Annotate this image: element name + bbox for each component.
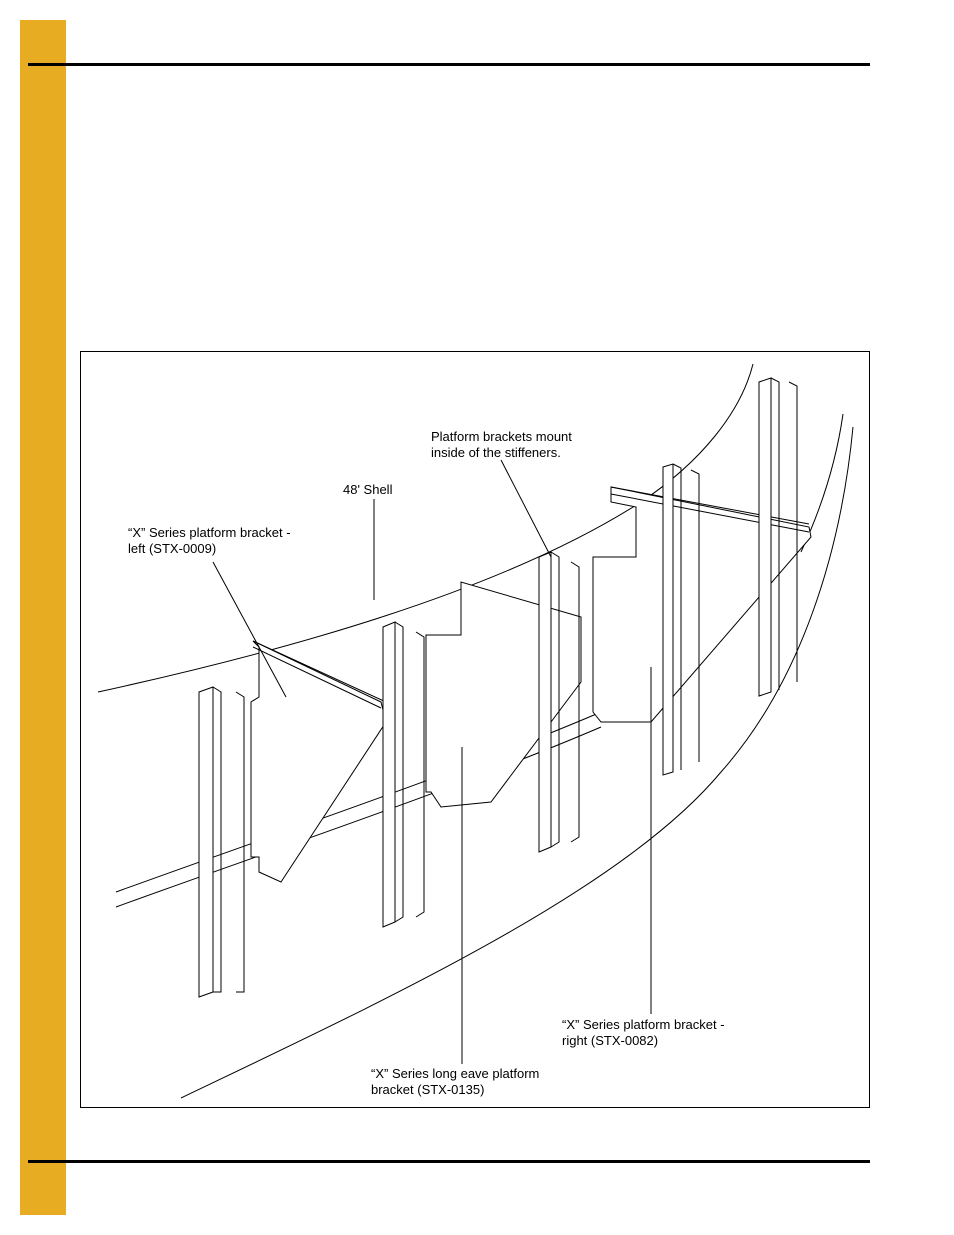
- stiffener-1: [199, 687, 244, 997]
- left-bracket: [251, 641, 386, 882]
- stiffeners-note-label: Platform brackets mount inside of the stiffeners.: [431, 429, 572, 460]
- assembly-drawing: [81, 352, 870, 1108]
- right-bracket: [593, 487, 811, 722]
- stiffener-3: [539, 552, 579, 852]
- stiffener-note-leader: [501, 460, 551, 557]
- long-eave-bracket-label: “X” Series long eave platform bracket (STX-0135): [371, 1066, 540, 1097]
- header-rule: [28, 63, 870, 66]
- long-eave-bracket: [426, 582, 581, 807]
- stiffener-2: [383, 622, 424, 927]
- left-bracket-leader: [213, 562, 286, 697]
- footer-rule: [28, 1160, 870, 1163]
- bracket-assembly-figure: [80, 351, 870, 1108]
- left-bracket-label: “X” Series platform bracket - left (STX-0009): [128, 525, 291, 556]
- shell-label: 48' Shell: [343, 482, 393, 497]
- gold-side-tab: [20, 20, 66, 1215]
- right-bracket-label: “X” Series platform bracket - right (STX-0082): [562, 1017, 725, 1048]
